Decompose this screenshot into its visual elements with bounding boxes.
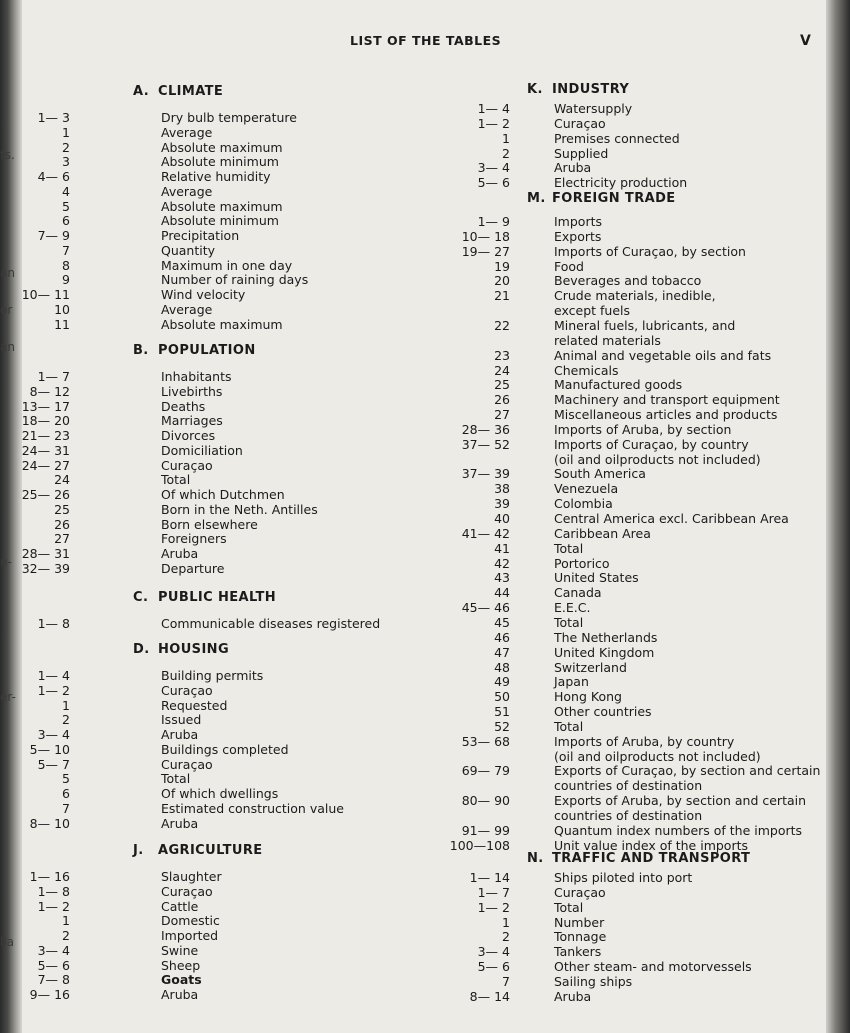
table-entry	[0, 824, 838, 839]
margin-fragment: ts.	[0, 148, 15, 162]
table-number: 1	[62, 913, 70, 929]
section-title: AGRICULTURE	[158, 843, 263, 858]
table-title: Absolute maximum	[161, 198, 283, 214]
table-entry	[0, 334, 838, 349]
table-title: Quantity	[161, 242, 216, 258]
table-title: Portorico	[554, 555, 610, 571]
table-title: Born elsewhere	[161, 516, 258, 532]
table-title: countries of destination	[554, 778, 703, 794]
table-number: 47	[494, 644, 510, 660]
table-title: Number of raining days	[161, 272, 309, 288]
table-number: 51	[494, 704, 510, 720]
table-entry	[0, 616, 838, 631]
table-number: 3— 4	[477, 160, 510, 176]
table-number: 10— 11	[21, 287, 70, 302]
table-entry	[0, 512, 838, 527]
table-title: United Kingdom	[554, 644, 655, 660]
margin-fragment: n-	[0, 555, 12, 569]
margin-fragment: lia	[0, 935, 15, 949]
table-title: Central America excl. Caribbean Area	[554, 511, 789, 526]
table-number: 13— 17	[21, 398, 70, 414]
table-number: 21— 23	[21, 428, 70, 443]
table-title: Absolute minimum	[161, 154, 279, 170]
table-number: 3— 4	[37, 727, 70, 742]
table-number: 43	[494, 570, 510, 586]
table-number: 41— 42	[461, 525, 510, 541]
table-number: 1	[62, 697, 70, 713]
table-title: Total	[161, 472, 191, 488]
table-title: E.E.C.	[554, 600, 591, 616]
table-entry	[0, 646, 838, 661]
table-entry	[0, 408, 838, 423]
table-entry	[0, 586, 838, 601]
table-entry	[0, 467, 838, 482]
table-number: 18— 20	[21, 413, 70, 429]
page-number: V	[800, 33, 811, 49]
table-number: 1— 7	[37, 369, 70, 384]
table-title: Electricity production	[554, 175, 688, 191]
table-title: Requested	[161, 697, 228, 713]
table-title: Mineral fuels, lubricants, and	[554, 317, 736, 333]
table-entry	[0, 987, 838, 1005]
section-heading	[527, 851, 750, 866]
table-entry	[0, 542, 838, 557]
table-number: 1— 2	[37, 898, 70, 914]
table-title: Sailing ships	[554, 973, 633, 989]
table-number: 11	[54, 316, 70, 332]
table-number: 25	[494, 377, 510, 393]
table-title: Absolute maximum	[161, 139, 283, 155]
table-number: 25	[54, 501, 70, 517]
table-number: 19— 27	[461, 243, 510, 259]
table-title: Manufactured goods	[554, 377, 683, 393]
table-number: 7— 8	[37, 972, 70, 988]
table-entry	[0, 102, 838, 117]
table-entry	[0, 132, 838, 147]
table-number: 24	[54, 472, 70, 488]
page-title: LIST OF THE TABLES	[350, 33, 502, 48]
table-number: 46	[494, 629, 510, 645]
table-title: Swine	[161, 942, 199, 958]
table-title: Machinery and transport equipment	[554, 392, 780, 408]
table-entry	[0, 289, 838, 304]
table-entry	[0, 675, 838, 690]
table-entry	[0, 393, 838, 408]
table-title: Dry bulb temperature	[161, 110, 297, 125]
table-title: United States	[554, 570, 639, 586]
table-title: Average	[161, 124, 213, 140]
table-number: 37— 52	[461, 436, 510, 452]
table-title: Venezuela	[554, 481, 619, 497]
table-number: 4— 6	[37, 169, 70, 184]
table-title: Total	[554, 899, 584, 915]
table-number: 69— 79	[461, 763, 510, 779]
section-letter: M.	[527, 191, 546, 206]
margin-fragment: er-	[0, 690, 16, 704]
table-number: 32— 39	[21, 560, 70, 576]
table-number: 8— 10	[29, 815, 70, 831]
table-number: 91— 99	[461, 822, 510, 838]
table-number: 2	[502, 929, 510, 945]
table-title: Imports	[554, 214, 602, 229]
table-entry	[0, 378, 838, 393]
table-entry	[0, 453, 838, 468]
margin-fragment: or	[0, 303, 13, 317]
table-entry	[0, 230, 838, 245]
table-entry	[0, 690, 838, 705]
table-title: Aruba	[161, 987, 199, 1002]
table-title: Buildings completed	[161, 741, 289, 757]
table-number: 8— 12	[29, 383, 70, 399]
table-entry	[0, 557, 838, 572]
table-title: Inhabitants	[161, 369, 232, 384]
table-title: Aruba	[161, 727, 199, 742]
table-title: Wind velocity	[161, 287, 246, 302]
table-title: Colombia	[554, 496, 613, 512]
table-title: Of which dwellings	[161, 786, 279, 801]
table-title: Average	[161, 301, 213, 317]
table-title: Canada	[554, 585, 602, 601]
table-number: 9	[62, 272, 70, 288]
table-number: 1— 14	[469, 870, 510, 885]
table-number: 2	[62, 139, 70, 155]
table-number: 1— 4	[477, 101, 510, 116]
table-entry	[0, 364, 838, 379]
section-title: INDUSTRY	[552, 82, 630, 97]
section-title: TRAFFIC AND TRANSPORT	[552, 851, 751, 866]
section-letter: K.	[527, 82, 543, 97]
table-title: Imported	[161, 928, 219, 943]
table-title: Animal and vegetable oils and fats	[554, 347, 772, 363]
table-entry	[0, 601, 838, 616]
table-number: 52	[494, 718, 510, 734]
table-number: 22	[494, 317, 510, 333]
table-number: 21	[494, 288, 510, 304]
table-number: 8— 14	[469, 988, 510, 1004]
table-number: 1— 4	[37, 668, 70, 683]
table-title: Absolute maximum	[161, 316, 283, 332]
table-entry	[0, 117, 838, 132]
table-number: 28— 31	[21, 546, 70, 561]
table-title: Total	[554, 718, 584, 734]
table-entry	[0, 972, 838, 990]
table-title: Domiciliation	[161, 442, 243, 458]
table-title: Curaçao	[161, 682, 213, 698]
table-number: 7	[62, 242, 70, 258]
table-title: Food	[554, 258, 584, 274]
table-title: Slaughter	[161, 869, 222, 884]
section-title: CLIMATE	[158, 84, 224, 99]
table-title: Average	[161, 183, 213, 199]
table-number: 1— 3	[37, 110, 70, 125]
table-title: Aruba	[161, 546, 199, 561]
table-number: 2	[62, 928, 70, 943]
table-title: Curaçao	[554, 884, 606, 900]
table-title: Domestic	[161, 913, 220, 929]
table-number: 45	[494, 614, 510, 630]
section-heading	[527, 191, 676, 206]
table-number: 44	[494, 585, 510, 601]
table-title: Total	[161, 771, 191, 787]
table-number: 8	[62, 257, 70, 273]
table-number: 38	[494, 481, 510, 497]
table-number: 5— 6	[477, 175, 510, 191]
table-number: 1— 8	[37, 616, 70, 631]
table-title: Aruba	[554, 988, 592, 1004]
table-number: 24— 27	[21, 457, 70, 473]
table-number: 50	[494, 689, 510, 705]
table-title: Sheep	[161, 957, 201, 973]
table-title: Aruba	[554, 160, 592, 176]
table-number: 28— 36	[461, 421, 510, 437]
table-number: 27	[54, 531, 70, 547]
table-title: Livebirths	[161, 383, 223, 399]
table-title: Japan	[554, 674, 589, 690]
table-title: Maximum in one day	[161, 257, 293, 273]
table-entry	[0, 735, 838, 750]
table-title: Crude materials, inedible,	[554, 288, 716, 304]
table-number: 1— 9	[477, 214, 510, 229]
section-letter: A.	[133, 84, 150, 99]
table-number: 39	[494, 496, 510, 512]
table-title: Curaçao	[554, 115, 606, 131]
table-entry	[0, 497, 838, 512]
table-title: Imports of Aruba, by section	[554, 421, 732, 437]
table-entry	[0, 215, 838, 230]
page-edge-shadow	[826, 0, 850, 1033]
section-title: FOREIGN TRADE	[552, 191, 676, 206]
table-entry	[0, 527, 838, 542]
table-title: Quantum index numbers of the imports	[554, 822, 803, 838]
table-title: Hong Kong	[554, 689, 622, 705]
table-entry	[0, 631, 838, 646]
table-entry	[0, 316, 838, 334]
section-letter: C.	[133, 590, 149, 605]
section-letter: B.	[133, 343, 149, 358]
section-letter: D.	[133, 642, 150, 657]
table-number: 2	[502, 145, 510, 161]
table-entry	[0, 423, 838, 438]
table-title: Miscellaneous articles and products	[554, 407, 778, 423]
table-number: 1— 16	[29, 869, 70, 884]
table-number: 1— 8	[37, 883, 70, 899]
table-entry	[0, 242, 838, 260]
table-number: 5	[62, 771, 70, 787]
table-number: 100—108	[449, 837, 510, 853]
table-number: 80— 90	[461, 793, 510, 809]
table-entry	[0, 147, 838, 162]
table-number: 1	[62, 124, 70, 140]
table-title: The Netherlands	[554, 629, 658, 645]
table-title: Building permits	[161, 668, 264, 683]
table-title: Departure	[161, 560, 225, 576]
table-title: Watersupply	[554, 101, 633, 116]
table-number: 7— 9	[37, 228, 70, 243]
table-number: 7	[502, 973, 510, 989]
table-number: 19	[494, 258, 510, 274]
table-number: 40	[494, 511, 510, 526]
table-number: 42	[494, 555, 510, 571]
table-entry	[0, 764, 838, 779]
table-entry	[0, 913, 838, 931]
table-number: 5— 6	[477, 959, 510, 975]
table-title: Foreigners	[161, 531, 227, 547]
table-number: 26	[54, 516, 70, 532]
table-title: Precipitation	[161, 228, 240, 243]
table-entry	[0, 779, 838, 794]
table-entry	[0, 571, 838, 586]
table-title: Goats	[161, 972, 202, 988]
margin-fragment: an	[0, 340, 15, 354]
table-number: 1— 7	[477, 884, 510, 900]
table-title: Exports	[554, 228, 602, 244]
table-entry	[0, 794, 838, 809]
table-number: 20	[494, 273, 510, 289]
margin-fragment: an	[0, 266, 15, 280]
table-number: 3— 4	[37, 942, 70, 958]
table-number: 48	[494, 659, 510, 675]
table-title: Relative humidity	[161, 169, 271, 184]
table-number: 10— 18	[461, 228, 510, 244]
table-number: 5— 10	[29, 741, 70, 757]
table-number: 7	[62, 800, 70, 816]
table-title: except fuels	[554, 303, 631, 319]
table-entry	[0, 176, 838, 191]
table-number: 53— 68	[461, 733, 510, 749]
section-letter: J.	[133, 843, 144, 858]
table-title: Aruba	[161, 815, 199, 831]
table-entry	[0, 301, 838, 319]
table-entry	[0, 898, 838, 916]
table-title: Curaçao	[161, 756, 213, 772]
table-title: Tonnage	[554, 929, 607, 945]
table-number: 23	[494, 347, 510, 363]
table-entry	[0, 750, 838, 765]
table-title: Born in the Neth. Antilles	[161, 501, 318, 517]
table-number: 24	[494, 362, 510, 378]
table-title: countries of destination	[554, 808, 703, 823]
section-title: PUBLIC HEALTH	[158, 590, 277, 605]
table-title: (oil and oilproducts not included)	[554, 451, 761, 467]
table-title: Divorces	[161, 428, 216, 443]
table-number: 1	[502, 914, 510, 930]
table-number: 49	[494, 674, 510, 690]
table-number: 45— 46	[461, 600, 510, 616]
table-title: Imports of Aruba, by country	[554, 733, 735, 749]
table-entry	[0, 957, 838, 975]
table-entry	[0, 274, 838, 289]
table-title: South America	[554, 466, 646, 482]
table-entry	[0, 720, 838, 735]
section-heading	[527, 82, 629, 97]
table-number: 6	[62, 213, 70, 229]
table-title: Imports of Curaçao, by country	[554, 436, 749, 452]
table-title: Imports of Curaçao, by section	[554, 243, 746, 259]
table-entry	[0, 705, 838, 720]
table-title: Tankers	[554, 944, 602, 960]
table-number: 1— 2	[477, 115, 510, 131]
table-title: Communicable diseases registered	[161, 616, 381, 631]
table-number: 5— 6	[37, 957, 70, 973]
table-entry	[0, 809, 838, 824]
table-number: 10	[54, 301, 70, 317]
table-title: Supplied	[554, 145, 609, 161]
table-entry	[0, 482, 838, 497]
table-number: 2	[62, 712, 70, 728]
table-number: 4	[62, 183, 70, 199]
table-number: 37— 39	[461, 466, 510, 482]
table-title: Total	[554, 540, 584, 556]
table-number: 25— 26	[21, 487, 70, 502]
table-title: Exports of Aruba, by section and certain	[554, 793, 807, 809]
table-title: Other countries	[554, 704, 652, 720]
table-title: Chemicals	[554, 362, 619, 378]
section-title: HOUSING	[158, 642, 230, 657]
table-title: (oil and oilproducts not included)	[554, 748, 761, 764]
table-number: 24— 31	[21, 442, 70, 458]
section-letter: N.	[527, 851, 544, 866]
table-title: Of which Dutchmen	[161, 487, 285, 502]
table-number: 27	[494, 407, 510, 423]
table-number: 41	[494, 540, 510, 556]
table-title: Number	[554, 914, 605, 930]
table-title: Curaçao	[161, 883, 213, 899]
table-title: Switzerland	[554, 659, 627, 675]
table-title: Issued	[161, 712, 202, 728]
table-number: 1— 2	[37, 682, 70, 698]
table-title: related materials	[554, 332, 661, 348]
table-title: Marriages	[161, 413, 223, 429]
table-title: Exports of Curaçao, by section and certain	[554, 763, 821, 779]
table-title: Caribbean Area	[554, 525, 651, 541]
table-title: Total	[554, 614, 584, 630]
table-title: Curaçao	[161, 457, 213, 473]
table-entry	[0, 661, 838, 676]
table-entry	[0, 871, 838, 886]
table-title: Unit value index of the imports	[554, 837, 749, 853]
table-title: Beverages and tobacco	[554, 273, 702, 289]
table-number: 1	[502, 130, 510, 146]
table-entry	[0, 161, 838, 176]
table-title: Ships piloted into port	[554, 870, 693, 885]
table-number: 3	[62, 154, 70, 170]
table-entry	[0, 930, 838, 945]
table-number: 5— 7	[37, 756, 70, 772]
table-number: 6	[62, 786, 70, 801]
table-entry	[0, 349, 838, 364]
table-title: Deaths	[161, 398, 206, 414]
table-number: 9— 16	[29, 987, 70, 1002]
table-title: Cattle	[161, 898, 199, 914]
table-entry	[0, 257, 838, 275]
table-number: 3— 4	[477, 944, 510, 960]
table-title: Estimated construction value	[161, 800, 344, 816]
table-title: Absolute minimum	[161, 213, 279, 229]
table-title: Other steam- and motorvessels	[554, 959, 752, 975]
table-entry	[0, 883, 838, 901]
section-title: POPULATION	[158, 343, 256, 358]
table-number: 1— 2	[477, 899, 510, 915]
table-number: 26	[494, 392, 510, 408]
table-title: Premises connected	[554, 130, 680, 146]
table-number: 5	[62, 198, 70, 214]
table-entry	[0, 438, 838, 453]
